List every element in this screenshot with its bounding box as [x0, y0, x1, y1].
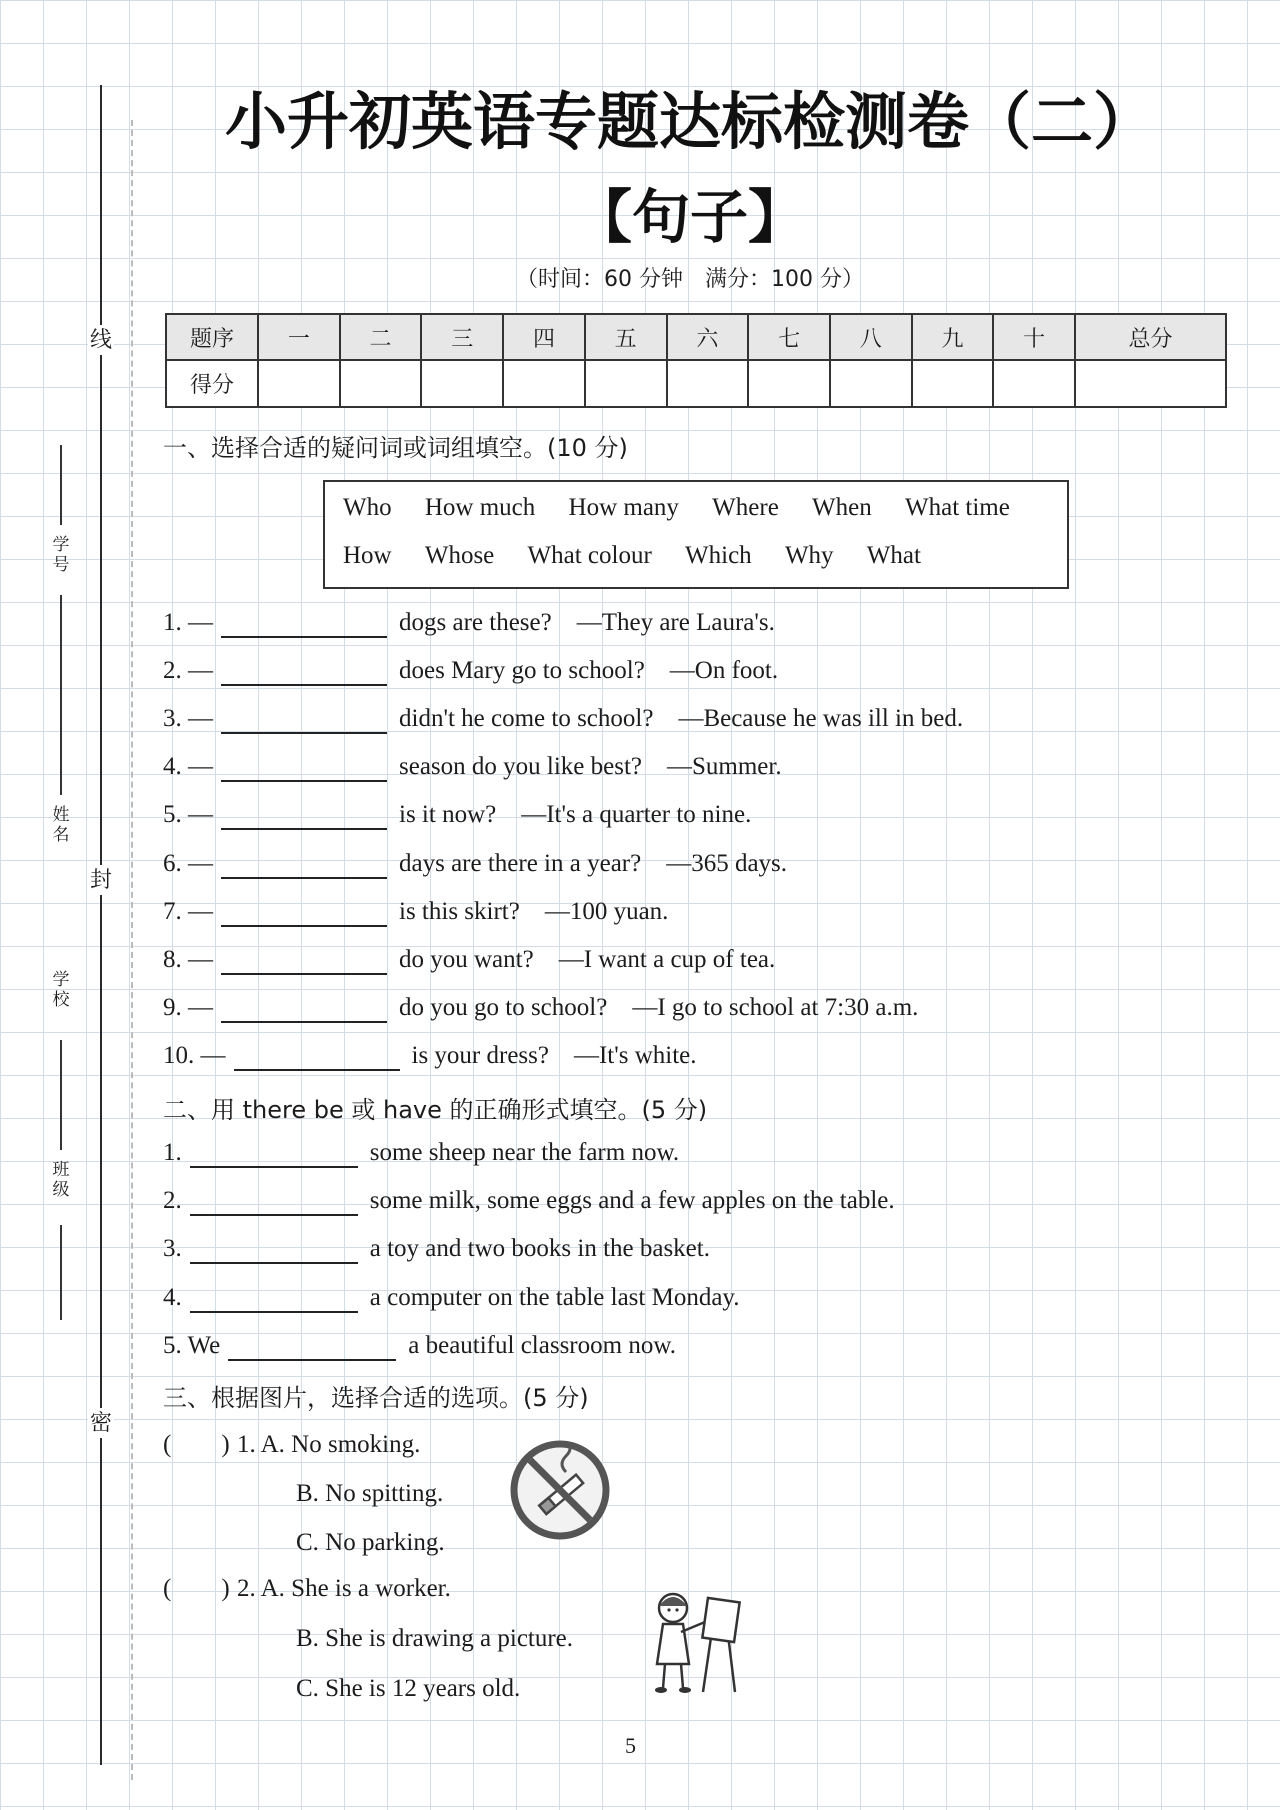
question-number: 4. — — [163, 753, 213, 780]
word-box-row-2 — [343, 542, 921, 570]
answer-blank[interactable] — [228, 1335, 396, 1361]
score-col-header: 八 — [830, 314, 912, 360]
student-school-line — [60, 1040, 62, 1150]
s1-question-9 — [163, 993, 918, 1023]
score-cell[interactable] — [830, 360, 912, 407]
word-option: Who — [343, 494, 392, 521]
s3-question-2-option-c: C. She is 12 years old. — [296, 1675, 521, 1702]
question-text: is it now? —It's a quarter to nine. — [399, 801, 752, 828]
s3-question-1-option-c: C. No parking. — [296, 1529, 445, 1556]
question-text: some milk, some eggs and a few apples on the table. — [369, 1187, 895, 1214]
binding-mark-xian: 线 — [88, 325, 114, 355]
girl-painting-picture-icon — [645, 1580, 745, 1700]
question-text: season do you like best? —Summer. — [399, 753, 782, 780]
score-col-header: 三 — [421, 314, 503, 360]
score-cell[interactable] — [503, 360, 585, 407]
question-number: 8. — — [163, 946, 213, 973]
question-number: 3. — — [163, 705, 213, 732]
student-class-line — [60, 1225, 62, 1320]
s1-question-1 — [163, 608, 775, 638]
score-cell[interactable] — [258, 360, 340, 407]
student-number-label: 学号 — [52, 535, 70, 574]
score-cell[interactable] — [585, 360, 667, 407]
question-number: 3. — [163, 1235, 182, 1262]
answer-blank[interactable] — [221, 901, 387, 927]
question-number: 4. — [163, 1284, 182, 1311]
question-text: do you go to school? —I go to school at 7:30 a.m. — [399, 994, 919, 1021]
student-class-label: 班级 — [52, 1160, 70, 1199]
s1-question-6 — [163, 849, 787, 879]
s1-question-4 — [163, 752, 782, 782]
word-box-row-1 — [343, 494, 1010, 522]
word-option: When — [812, 494, 872, 521]
question-text: a beautiful classroom now. — [408, 1332, 676, 1359]
s1-question-5 — [163, 800, 751, 830]
score-col-header: 九 — [912, 314, 994, 360]
answer-blank[interactable] — [190, 1190, 358, 1216]
question-text: some sheep near the farm now. — [369, 1139, 680, 1166]
word-option: What — [866, 542, 921, 569]
question-text: a toy and two books in the basket. — [369, 1235, 710, 1262]
question-text: didn't he come to school? —Because he was ill in bed. — [399, 705, 964, 732]
answer-blank[interactable] — [221, 853, 387, 879]
question-number: 2. — [237, 1575, 256, 1602]
score-col-header: 七 — [748, 314, 830, 360]
page-number: 5 — [625, 1733, 636, 1758]
word-option: How much — [424, 494, 536, 521]
binding-mark-mi: 密 — [88, 1408, 114, 1438]
student-name-line — [60, 595, 62, 795]
question-number: 2. — — [163, 657, 213, 684]
exam-meta: （时间：60 分钟 满分：100 分） — [516, 267, 864, 292]
s1-question-10 — [163, 1041, 697, 1071]
option-a: A. She is a worker. — [260, 1575, 451, 1602]
s2-question-3 — [163, 1234, 710, 1264]
question-text: is your dress? —It's white. — [411, 1042, 697, 1069]
question-text: a computer on the table last Monday. — [369, 1284, 740, 1311]
word-option: How — [343, 542, 392, 569]
score-table-header-row — [166, 314, 1226, 360]
score-col-header: 六 — [667, 314, 749, 360]
word-option: Which — [685, 542, 752, 569]
answer-parenthesis[interactable]: ( ) — [163, 1575, 230, 1602]
question-number: 5. We — [163, 1332, 221, 1359]
question-number: 9. — — [163, 994, 213, 1021]
answer-blank[interactable] — [190, 1287, 358, 1313]
s2-question-5 — [163, 1331, 676, 1361]
score-col-header: 十 — [993, 314, 1075, 360]
word-option: Where — [712, 494, 779, 521]
question-number: 6. — — [163, 850, 213, 877]
score-cell[interactable] — [993, 360, 1075, 407]
binding-dashed-line — [131, 120, 133, 1780]
word-option: What time — [905, 494, 1010, 521]
section-1-heading: 一、选择合适的疑问词或词组填空。(10 分) — [163, 434, 628, 462]
score-col-header: 五 — [585, 314, 667, 360]
student-name-label: 姓名 — [52, 805, 70, 844]
word-option: What colour — [527, 542, 652, 569]
answer-blank[interactable] — [221, 660, 387, 686]
s3-question-2 — [163, 1574, 451, 1604]
s1-question-2 — [163, 656, 778, 686]
page-subtitle: 【句子】 — [573, 183, 806, 251]
question-number: 1. — [163, 1139, 182, 1166]
score-table-score-row — [166, 360, 1226, 407]
question-number: 7. — — [163, 898, 213, 925]
s1-question-7 — [163, 897, 668, 927]
s2-question-2 — [163, 1186, 895, 1216]
score-col-header: 总分 — [1075, 314, 1226, 360]
no-smoking-sign-icon — [508, 1438, 612, 1542]
s2-question-1 — [163, 1138, 679, 1168]
question-text: dogs are these? —They are Laura's. — [399, 609, 775, 636]
option-a: A. No smoking. — [260, 1431, 421, 1458]
answer-blank[interactable] — [221, 756, 387, 782]
question-number: 10. — — [163, 1042, 226, 1069]
answer-parenthesis[interactable]: ( ) — [163, 1431, 230, 1458]
answer-blank[interactable] — [190, 1238, 358, 1264]
section-2-heading: 二、用 there be 或 have 的正确形式填空。(5 分) — [163, 1096, 708, 1124]
answer-blank[interactable] — [190, 1142, 358, 1168]
word-box — [323, 480, 1069, 589]
s3-question-1-option-b: B. No spitting. — [296, 1480, 444, 1507]
answer-blank[interactable] — [221, 612, 387, 638]
s1-question-8 — [163, 945, 775, 975]
question-text: days are there in a year? —365 days. — [399, 850, 788, 877]
answer-blank[interactable] — [234, 1045, 400, 1071]
question-number: 1. — [237, 1431, 256, 1458]
score-cell[interactable] — [421, 360, 503, 407]
section-3-heading: 三、根据图片，选择合适的选项。(5 分) — [163, 1384, 589, 1412]
score-table — [165, 313, 1227, 408]
answer-blank[interactable] — [221, 804, 387, 830]
s1-question-3 — [163, 704, 963, 734]
page-title: 小升初英语专题达标检测卷（二） — [224, 85, 1155, 158]
word-option: Whose — [424, 542, 495, 569]
word-option: How many — [568, 494, 679, 521]
score-cell[interactable] — [667, 360, 749, 407]
question-text: does Mary go to school? —On foot. — [399, 657, 779, 684]
s3-question-2-option-b: B. She is drawing a picture. — [296, 1625, 574, 1652]
answer-blank[interactable] — [221, 949, 387, 975]
answer-blank[interactable] — [221, 997, 387, 1023]
score-table-row-label: 题序 — [166, 314, 258, 360]
answer-blank[interactable] — [221, 708, 387, 734]
score-col-header: 四 — [503, 314, 585, 360]
question-number: 5. — — [163, 801, 213, 828]
score-cell[interactable] — [340, 360, 422, 407]
question-text: do you want? —I want a cup of tea. — [399, 946, 776, 973]
word-option: Why — [784, 542, 834, 569]
score-cell[interactable] — [912, 360, 994, 407]
score-col-header: 二 — [340, 314, 422, 360]
score-cell[interactable] — [1075, 360, 1226, 407]
score-table-row-label: 得分 — [166, 360, 258, 407]
question-text: is this skirt? —100 yuan. — [399, 898, 669, 925]
s3-question-1 — [163, 1430, 420, 1460]
score-cell[interactable] — [748, 360, 830, 407]
question-number: 2. — [163, 1187, 182, 1214]
student-number-line — [60, 445, 62, 525]
student-school-label: 学校 — [52, 970, 70, 1009]
question-number: 1. — — [163, 609, 213, 636]
score-col-header: 一 — [258, 314, 340, 360]
s2-question-4 — [163, 1283, 740, 1313]
binding-mark-feng: 封 — [88, 865, 114, 895]
